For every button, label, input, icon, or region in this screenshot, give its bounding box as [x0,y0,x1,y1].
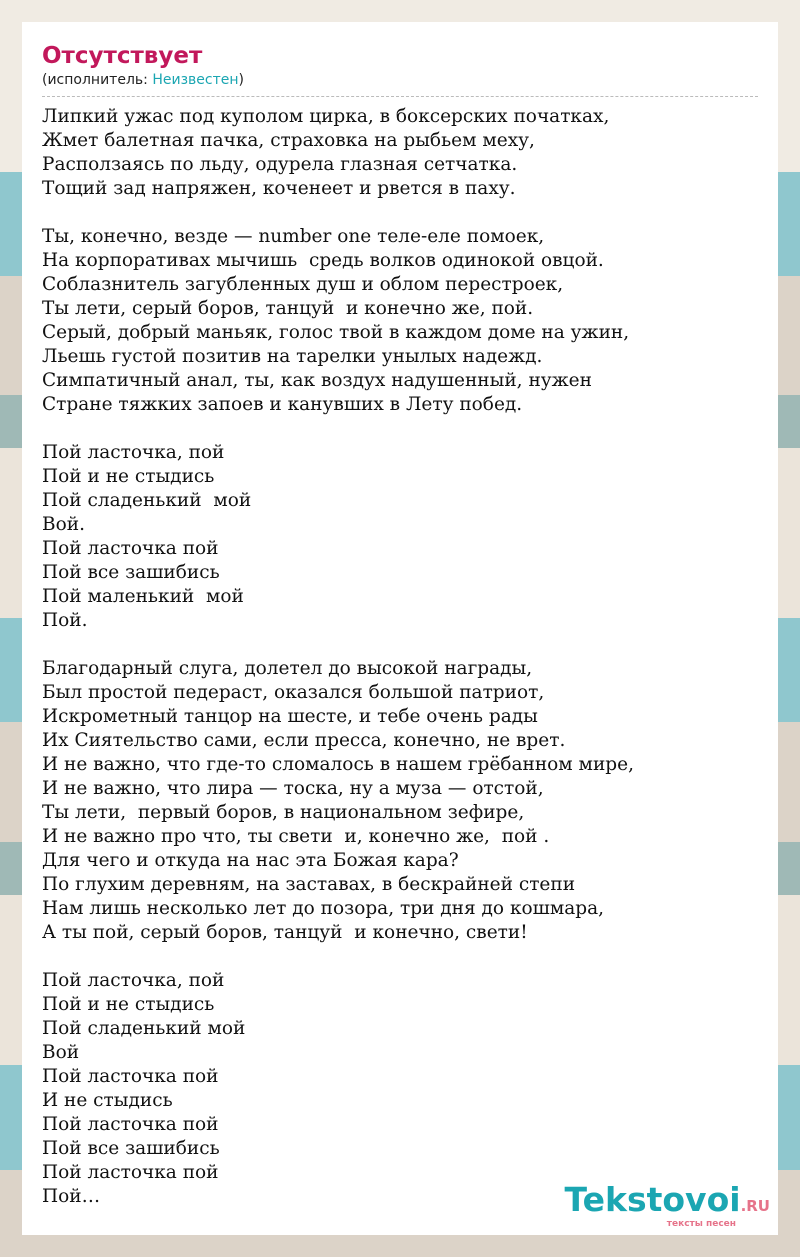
lyric-line: Пой… [42,1186,101,1207]
lyric-line: На корпоративах мычишь средь волков одинокой овцой. [42,250,604,271]
lyric-line: А ты пой, серый боров, танцуй и конечно, свети! [42,922,528,943]
header-divider [42,96,758,97]
lyric-line: Пой ласточка пой [42,1066,219,1087]
lyric-line: И не стыдись [42,1090,173,1111]
lyric-line: Пой и не стыдись [42,994,215,1015]
lyric-line: Пой ласточка пой [42,1114,219,1135]
lyric-line: Соблазнитель загубленных душ и облом перестроек, [42,274,564,295]
lyric-line: Расползаясь по льду, одурела глазная сетчатка. [42,154,518,175]
site-logo[interactable] [564,1180,770,1229]
lyric-line: Серый, добрый маньяк, голос твой в каждом доме на ужин, [42,322,630,343]
performer-line [42,70,758,90]
lyric-line: Ты лети, серый боров, танцуй и конечно же, пой. [42,298,534,319]
lyric-line [42,201,758,225]
lyric-line: Симпатичный анал, ты, как воздух надушенный, нужен [42,370,592,391]
lyric-line: По глухим деревням, на заставах, в бескрайней степи [42,874,576,895]
lyric-line [42,417,758,441]
performer-suffix: ) [238,72,244,88]
lyric-line: Стране тяжких запоев и канувших в Лету побед. [42,394,523,415]
lyric-line: Пой все зашибись [42,1138,220,1159]
lyric-line: И не важно, что где-то сломалось в нашем грёбанном мире, [42,754,634,775]
lyric-line: Для чего и откуда на нас эта Божая кара? [42,850,459,871]
lyric-line: Был простой педераст, оказался большой патриот, [42,682,545,703]
lyric-line: Пой все зашибись [42,562,220,583]
lyric-line: Вой. [42,514,85,535]
lyric-line: Их Сиятельство сами, если пресса, конечно, не врет. [42,730,566,751]
logo-tld: .RU [740,1197,770,1215]
logo-name: Tekstovoi [564,1180,741,1219]
lyric-line: Пой ласточка, пой [42,442,225,463]
lyric-line: Ты лети, первый боров, в национальном зефире, [42,802,525,823]
lyric-line: Пой ласточка пой [42,538,219,559]
lyric-line: Нам лишь несколько лет до позора, три дня до кошмара, [42,898,605,919]
logo-tagline: тексты песен [666,1219,736,1229]
performer-link[interactable]: Неизвестен [152,72,239,88]
lyric-line: Пой маленький мой [42,586,244,607]
lyric-line [42,945,758,969]
lyrics-card [22,22,778,1235]
lyric-line: Пой сладенький мой [42,490,252,511]
lyric-line: Вой [42,1042,80,1063]
lyric-line: Пой сладенький мой [42,1018,246,1039]
lyric-line: И не важно про что, ты свети и, конечно же, пой . [42,826,550,847]
lyrics-text [42,105,758,1209]
lyric-line: Жмет балетная пачка, страховка на рыбьем меху, [42,130,535,151]
lyric-line: Пой ласточка пой [42,1162,219,1183]
song-title: Отсутствует [42,43,203,69]
lyric-line: Пой ласточка, пой [42,970,225,991]
lyric-line: Тощий зад напряжен, коченеет и рвется в паху. [42,178,516,199]
performer-prefix: (исполнитель: [42,72,148,88]
lyric-line: Пой. [42,610,88,631]
lyric-line: И не важно, что лира — тоска, ну а муза — отстой, [42,778,544,799]
lyric-line: Ты, конечно, везде — number one теле-еле помоек, [42,226,545,247]
lyric-line: Льешь густой позитив на тарелки унылых надежд. [42,346,543,367]
lyric-line: Пой и не стыдись [42,466,215,487]
lyric-line: Искрометный танцор на шесте, и тебе очень рады [42,706,538,727]
logo-wordmark [564,1180,770,1223]
lyric-line [42,633,758,657]
lyric-line: Благодарный слуга, долетел до высокой награды, [42,658,533,679]
lyric-line: Липкий ужас под куполом цирка, в боксерских початках, [42,106,610,127]
